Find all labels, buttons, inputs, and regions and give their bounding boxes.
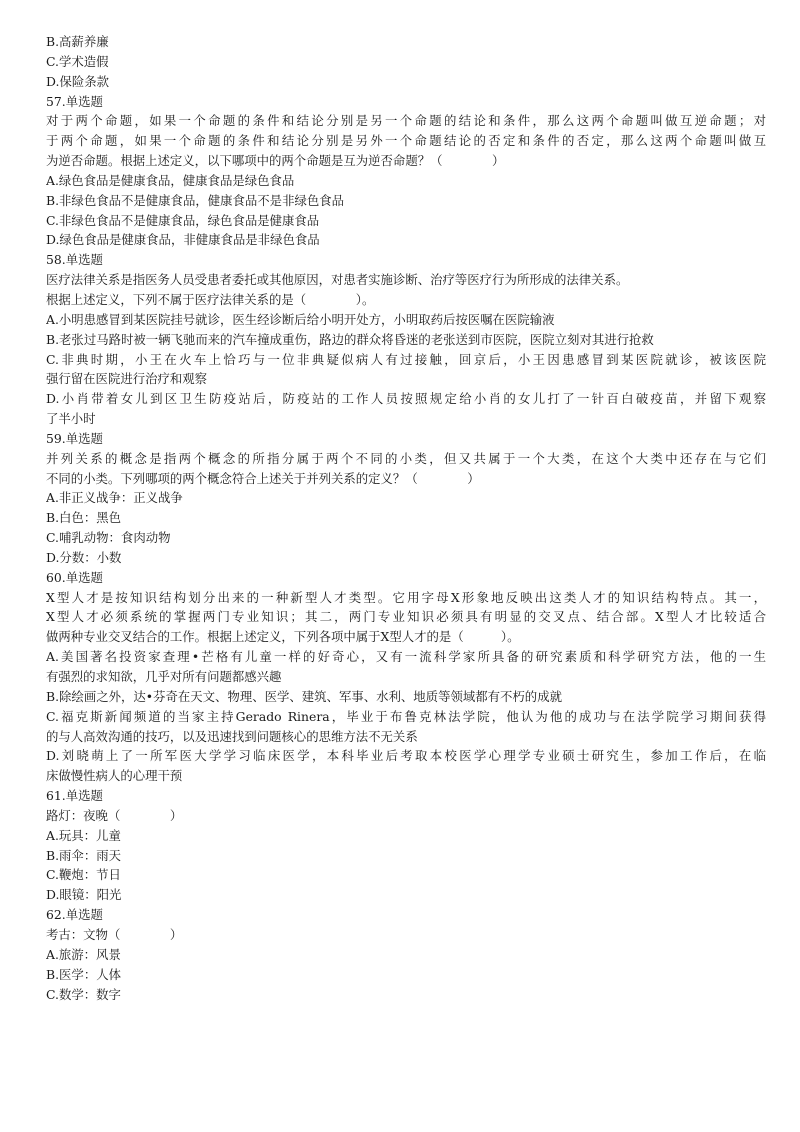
option-line: D.小肖带着女儿到区卫生防疫站后，防疫站的工作人员按照规定给小肖的女儿打了一针百白破疫苗，并留下观察 xyxy=(46,391,766,407)
question-stem-line: 根据上述定义，下列不属于医疗法律关系的是（ ）。 xyxy=(46,291,375,307)
option-line: D.眼镜：阳光 xyxy=(46,887,122,903)
question-header: 58.单选题 xyxy=(46,252,103,268)
question-stem-line: 做两种专业交叉结合的工作。根据上述定义，下列各项中属于X型人才的是（ ）。 xyxy=(46,629,520,645)
question-header: 61.单选题 xyxy=(46,788,103,804)
option-line: B.除绘画之外，达•芬奇在天文、物理、医学、建筑、军事、水利、地质等领域都有不朽的成就 xyxy=(46,688,562,704)
option-line: D.分数：小数 xyxy=(46,549,122,565)
option-line: A.非正义战争：正义战争 xyxy=(46,490,183,506)
option-line: B.非绿色食品不是健康食品，健康食品不是非绿色食品 xyxy=(46,192,345,208)
exam-page xyxy=(46,32,766,1004)
option-line: B.高薪养廉 xyxy=(46,34,109,49)
question-header: 62.单选题 xyxy=(46,907,103,923)
option-line: A.绿色食品是健康食品，健康食品是绿色食品 xyxy=(46,172,295,188)
question-stem-line: X型人才是按知识结构划分出来的一种新型人才类型。它用字母X形象地反映出这类人才的知识结构特点。其一， xyxy=(46,589,766,605)
option-line: D.刘晓萌上了一所军医大学学习临床医学，本科毕业后考取本校医学心理学专业硕士研究生，参加工作后，在临 xyxy=(46,748,766,764)
question-stem-line: 考古：文物（ ） xyxy=(46,926,183,942)
question-stem-line: 路灯：夜晚（ ） xyxy=(46,807,183,823)
option-line: C.非典时期，小王在火车上恰巧与一位非典疑似病人有过接触，回京后，小王因患感冒到某医院就诊，被该医院 xyxy=(46,351,766,367)
option-line: 了半小时 xyxy=(46,411,96,427)
option-line: B.医学：人体 xyxy=(46,966,121,982)
question-stem-line: X型人才必须系统的掌握两门专业知识；其二，两门专业知识必须具有明显的交叉点、结合部。X型人才比较适合 xyxy=(46,609,766,625)
question-stem-line: 医疗法律关系是指医务人员受患者委托或其他原因，对患者实施诊断、治疗等医疗行为所形成的法律关系。 xyxy=(46,272,629,288)
question-stem-line: 不同的小类。下列哪项的两个概念符合上述关于并列关系的定义？（ ） xyxy=(46,470,480,486)
option-line: A.旅游：风景 xyxy=(46,946,121,962)
option-line: A.玩具：儿童 xyxy=(46,827,121,843)
option-line: B.老张过马路时被一辆飞驰而来的汽车撞成重伤，路边的群众将昏迷的老张送到市医院，医院立刻对其进行抢救 xyxy=(46,331,654,347)
option-line: D.保险条款 xyxy=(46,73,109,89)
option-line: 的与人高效沟通的技巧，以及迅速找到问题核心的思维方法不无关系 xyxy=(46,728,418,744)
option-line: 有强烈的求知欲，几乎对所有问题都感兴趣 xyxy=(46,669,282,684)
option-line: C.非绿色食品不是健康食品，绿色食品是健康食品 xyxy=(46,212,320,228)
question-header: 57.单选题 xyxy=(46,93,103,109)
question-header: 59.单选题 xyxy=(46,430,103,446)
option-line: A.小明患感冒到某医院挂号就诊，医生经诊断后给小明开处方，小明取药后按医嘱在医院输液 xyxy=(46,311,555,327)
option-line: C.鞭炮：节日 xyxy=(46,867,121,883)
option-line: C.数学：数字 xyxy=(46,986,121,1002)
option-line: C.福克斯新闻频道的当家主持Gerado Rinera，毕业于布鲁克林法学院，他认为他的成功与在法学院学习期间获得 xyxy=(46,708,766,724)
option-line: D.绿色食品是健康食品，非健康食品是非绿色食品 xyxy=(46,232,320,248)
question-stem-line: 于两个命题，如果一个命题的条件和结论分别是另外一个命题结论的否定和条件的否定，那么这两个命题叫做互 xyxy=(46,133,766,149)
option-line: C.哺乳动物：食肉动物 xyxy=(46,530,171,546)
option-line: 床做慢性病人的心理干预 xyxy=(46,768,183,784)
option-line: 强行留在医院进行治疗和观察 xyxy=(46,371,208,387)
question-header: 60.单选题 xyxy=(46,569,103,585)
option-line: A.美国著名投资家查理•芒格有儿童一样的好奇心，又有一流科学家所具备的研究素质和科学研究方法，他的一生 xyxy=(46,649,766,665)
option-line: C.学术造假 xyxy=(46,53,109,69)
question-stem-line: 并列关系的概念是指两个概念的所指分属于两个不同的小类，但又共属于一个大类，在这个大类中还存在与它们 xyxy=(46,450,766,466)
question-stem-line: 对于两个命题，如果一个命题的条件和结论分别是另一个命题的结论和条件，那么这两个命题叫做互逆命题；对 xyxy=(46,113,766,129)
option-line: B.白色：黑色 xyxy=(46,510,121,526)
question-stem-line: 为逆否命题。根据上述定义，以下哪项中的两个命题是互为逆否命题？（ ） xyxy=(46,153,505,169)
option-line: B.雨伞：雨天 xyxy=(46,847,121,863)
